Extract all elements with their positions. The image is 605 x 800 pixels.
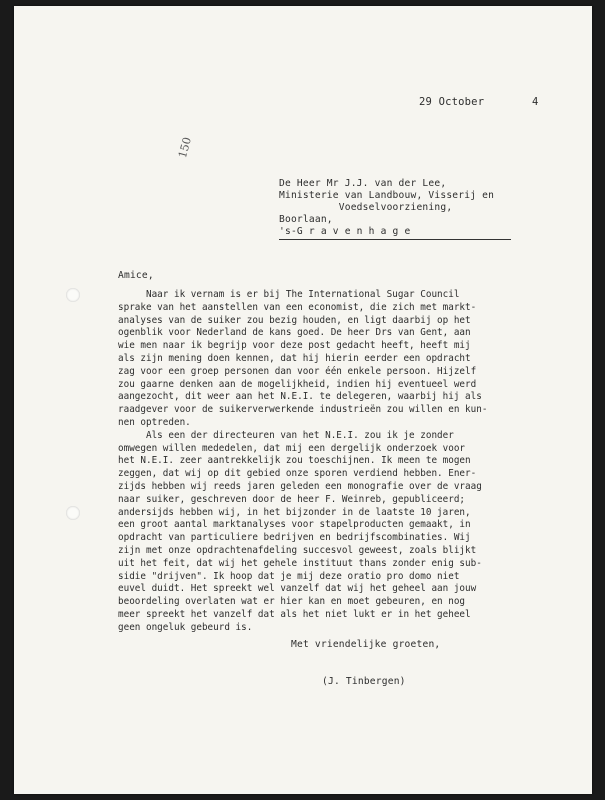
body-line: raadgever voor de suikerverwerkende industrieën zou willen en kun-: [118, 404, 488, 416]
address-line: 's-G r a v e n h a g e: [279, 226, 411, 237]
closing: Met vriendelijke groeten,: [291, 639, 441, 650]
margin-note: 150: [176, 135, 194, 160]
salutation: Amice,: [118, 270, 154, 281]
address-underline: [279, 239, 511, 240]
body-line: sidie "drijven". Ik hoop dat je mij deze oratio pro domo niet: [118, 570, 460, 582]
body-line: een groot aantal marktanalyses voor stapelproducten gemaakt, in: [118, 519, 471, 531]
address-line: Boorlaan,: [279, 214, 333, 225]
letter-body: [118, 289, 548, 635]
body-line: wie men naar ik begrijp voor deze post gedacht heeft, heeft mij: [118, 340, 471, 352]
body-line: ogenblik voor Nederland de kans goed. De heer Drs van Gent, aan: [118, 327, 471, 339]
body-line: uit het feit, dat wij het gehele instituut thans zonder enig sub-: [118, 557, 482, 569]
body-line: zijds hebben wij reeds jaren geleden een monografie over de vraag: [118, 480, 482, 492]
body-line: Naar ik vernam is er bij The International Sugar Council: [118, 289, 460, 300]
body-line: als zijn mening doen kennen, dat hij hierin eerder een opdracht: [118, 352, 471, 364]
body-line: zou gaarne denken aan de mogelijkheid, indien hij eventueel werd: [118, 378, 477, 390]
page-number: 4: [532, 96, 539, 108]
body-line: euvel duidt. Het spreekt wel vanzelf dat wij het geheel aan jouw: [118, 583, 477, 595]
body-line: Als een der directeuren van het N.E.I. zou ik je zonder: [118, 429, 454, 441]
body-line: analyses van de suiker zou bezig houden, en ligt daarbij op het: [118, 314, 471, 326]
body-line: omwegen willen mededelen, dat mij een dergelijk onderzoek voor: [118, 442, 466, 454]
body-line: naar suiker, geschreven door de heer F. Weinreb, gepubliceerd;: [118, 493, 466, 505]
body-line: opdracht van particuliere bedrijven en bedrijfscombinaties. Wij: [118, 532, 471, 544]
body-line: aangezocht, dit weer aan het N.E.I. te delegeren, waarbij hij als: [118, 391, 482, 403]
body-line: meer spreekt het vanzelf dat als het niet lukt er in het geheel: [118, 608, 471, 620]
body-line: zeggen, dat wij op dit gebied onze sporen verdiend hebben. Ener-: [118, 468, 477, 480]
letter-date: 29 October: [419, 96, 485, 108]
body-line: sprake van het aanstellen van een economist, die zich met markt-: [118, 301, 477, 313]
body-line: zag voor een groep personen dan voor één enkele persoon. Hijzelf: [118, 365, 477, 377]
address-line: Ministerie van Landbouw, Visserij en: [279, 190, 495, 201]
punch-hole: [66, 506, 80, 520]
body-line: het N.E.I. zeer aantrekkelijk zou toeschijnen. Ik meen te mogen: [118, 455, 471, 467]
body-line: andersijds hebben wij, in het bijzonder in de laatste 10 jaren,: [118, 506, 471, 518]
body-line: geen ongeluk gebeurd is.: [118, 621, 253, 633]
address-line: Voedselvoorziening,: [279, 202, 453, 213]
body-line: zijn met onze opdrachtenafdeling succesvol geweest, zoals blijkt: [118, 544, 477, 556]
address-line: De Heer Mr J.J. van der Lee,: [279, 178, 447, 189]
body-line: beoordeling overlaten wat er hier kan en moet gebeuren, en nog: [118, 596, 466, 608]
punch-hole: [66, 288, 80, 302]
body-line: nen optreden.: [118, 416, 191, 428]
signature: (J. Tinbergen): [322, 676, 406, 687]
letter-page: [14, 6, 592, 794]
